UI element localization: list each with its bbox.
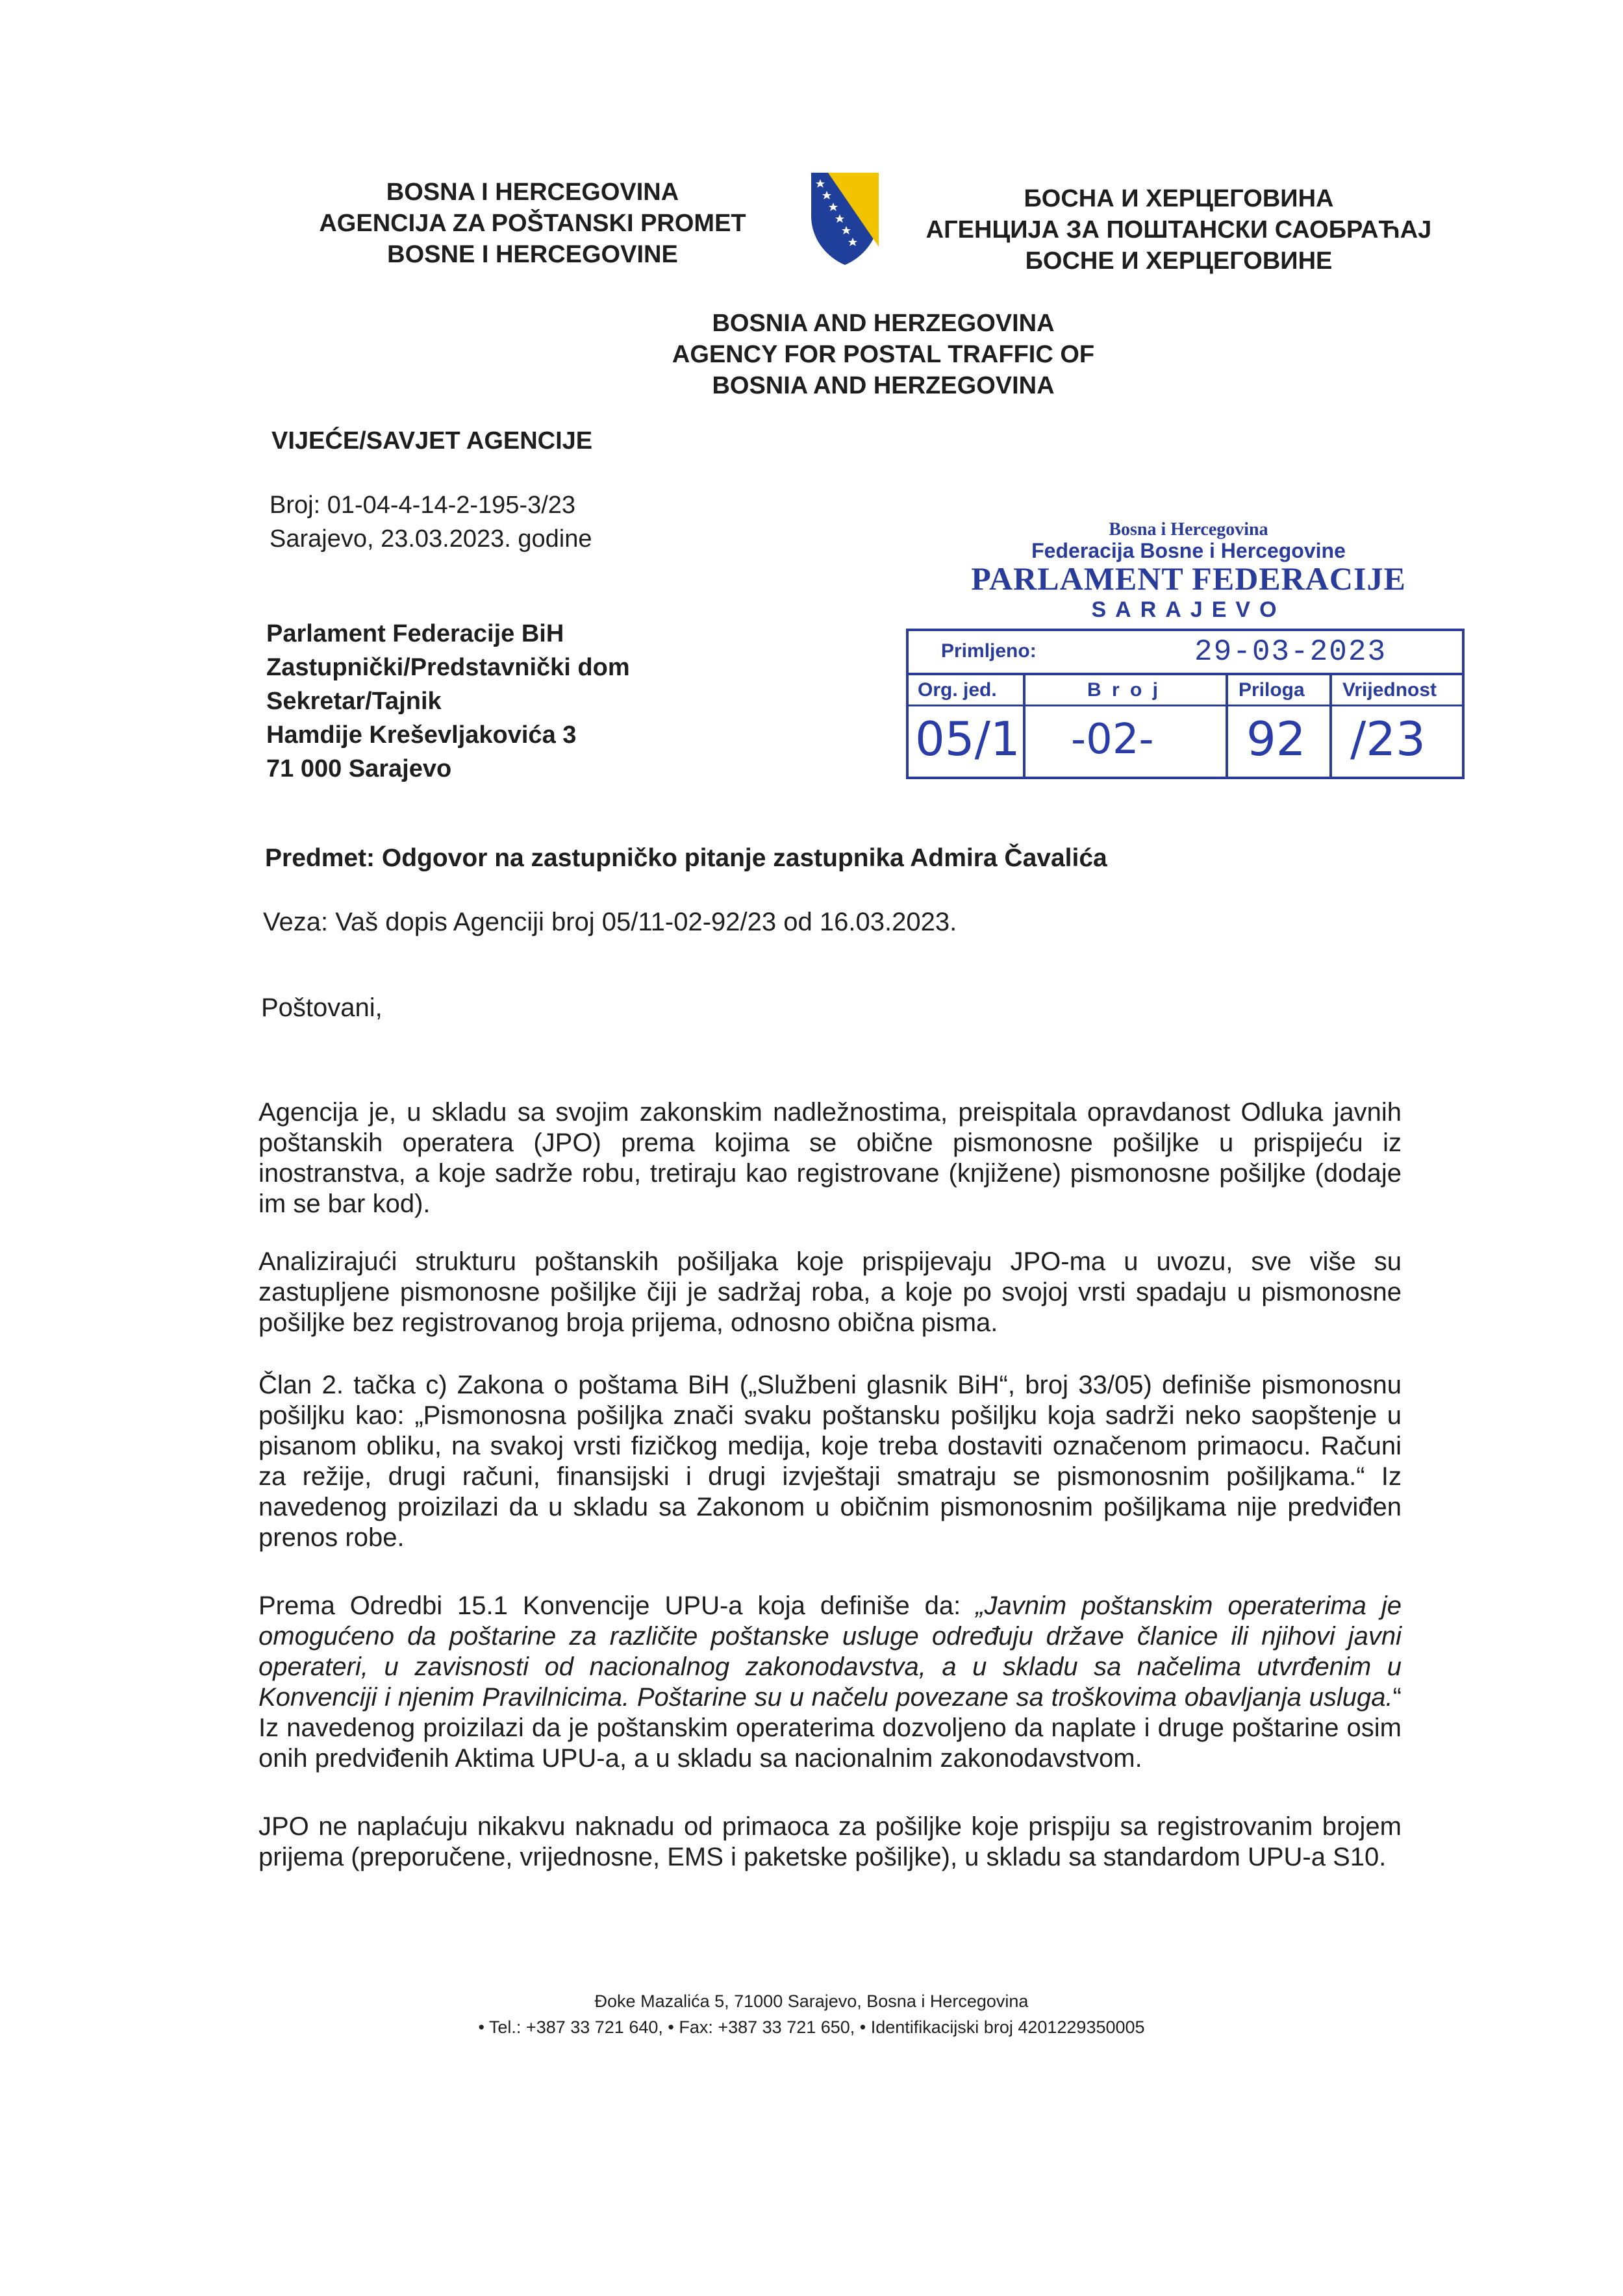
recipient-address [266,617,630,786]
stamp-value-org: 05/1 [915,712,1020,766]
stamp-col-priloga: Priloga [1239,679,1305,701]
stamp-col-org: Org. jed. [918,679,997,701]
letterhead-english-line: BOSNIA AND HERZEGOVINA [712,372,1055,399]
body-paragraph-quote: „Javnim poštanskim operaterima je omogućeno da poštarine za različite poštanske usluge određuju države članice ili njihovi javni operateri, u zavisnosti od nacionalnog zakonodavstva, a u skladu sa načelima utvrđenim u Konvenciji i njenim Pravilnicima. Poštarine su u načelu povezane sa troškovima obavljanja usluga. [258,1591,1402,1712]
letterhead-latin [286,177,779,270]
body-paragraph-intro: Prema Odredbi 15.1 Konvencije UPU-a koja definiše da: [258,1591,976,1620]
body-paragraph: Član 2. tačka c) Zakona o poštama BiH („Službeni glasnik BiH“, broj 33/05) definiše pismonosnu pošiljku kao: „Pismonosna pošiljka znači svaku poštansku pošiljku koja sadrži neko saopštenje u pisanom obliku, na svakoj vrsti fizičkog medija, koje treba dostaviti označenom primaocu. Računi za režije, drugi računi, finansijski i drugi izvještaji smatraju se pismonosnim pošiljkama.“ Iz navedenog proizilazi da u skladu sa Zakonom u običnim pismonosnim pošiljkama nije predviđen prenos robe. [258,1371,1402,1552]
letterhead-cyrillic-line: БОСНА И ХЕРЦЕГОВИНА [1024,185,1334,212]
letterhead-cyrillic-line: АГЕНЦИЈА ЗА ПОШТАНСКИ САОБРАЋАЈ [925,216,1432,243]
recipient-line: Zastupnički/Predstavnički dom [266,654,630,681]
stamp-divider [1226,675,1228,779]
letterhead-english-line: BOSNIA AND HERZEGOVINA [712,310,1055,337]
letterhead-latin-line: BOSNE I HERCEGOVINE [387,241,678,268]
letterhead-latin-line: AGENCIJA ZA POŠTANSKI PROMET [319,210,746,237]
stamp-value-priloga: 92 [1246,712,1306,766]
letterhead-english-line: AGENCY FOR POSTAL TRAFFIC OF [672,341,1095,368]
letterhead-english [623,308,1143,401]
stamp-value-broj: -02- [1071,716,1154,764]
stamp-value-vrijednost: /23 [1350,712,1426,766]
subject-line: Predmet: Odgovor na zastupničko pitanje zastupnika Admira Čavalića [265,844,1107,872]
stamp-country: Bosna i Hercegovina [1109,519,1268,540]
stamp-col-vrijednost: Vrijednost [1342,679,1437,701]
footer-address: Đoke Mazalića 5, 71000 Sarajevo, Bosna i Hercegovina [594,1991,1029,2011]
document-reference [270,488,592,556]
stamp-city: SARAJEVO [1091,597,1286,622]
recipient-line: Hamdije Kreševljakovića 3 [266,721,577,749]
stamp-col-broj: B r o j [1087,679,1161,701]
footer-contact: • Tel.: +387 33 721 640, • Fax: +387 33 721 650, • Identifikacijski broj 4201229350005 [478,2017,1145,2037]
body-paragraph-rest: “ Iz navedenog proizilazi da je poštanskim operaterima dozvoljeno da naplate i druge poštarine osim onih predviđenih Aktima UPU-a, a u skladu sa nacionalnim zakonodavstvom. [258,1683,1402,1773]
stamp-institution: PARLAMENT FEDERACIJE [971,560,1406,597]
stamp-received-row [909,631,1462,675]
recipient-line: 71 000 Sarajevo [266,755,452,782]
stamp-header-row [909,675,1462,706]
greeting: Poštovani, [261,993,383,1022]
reception-stamp [906,519,1471,792]
letterhead-cyrillic-line: БОСНЕ И ХЕРЦЕГОВИНЕ [1025,247,1333,275]
recipient-line: Parlament Federacije BiH [266,620,564,647]
stamp-divider [1329,675,1332,779]
council-heading: VIJEĆE/SAVJET AGENCIJE [271,427,593,455]
letterhead-cyrillic [900,183,1458,277]
body-paragraph: Agencija je, u skladu sa svojim zakonskim nadležnostima, preispitala opravdanost Odluka javnih poštanskih operatera (JPO) prema kojima se obične pismonosne pošiljke u prispijeću iz inostranstva, a koje sadrže robu, tretiraju kao registrovane (knjižene) pismonosne pošiljke (dodaje im se bar kod). [258,1098,1402,1218]
body-paragraph-upu [258,1591,1402,1774]
recipient-line: Sekretar/Tajnik [266,688,442,715]
reference-place-date: Sarajevo, 23.03.2023. godine [270,525,592,553]
body-paragraph: Analizirajući strukturu poštanskih pošiljaka koje prispijevaju JPO-ma u uvozu, sve više su zastupljene pismonosne pošiljke čiji je sadržaj roba, a koje po svojoj vrsti spadaju u pismonosne pošiljke bez registrovanog broja prijema, odnosno obična pisma. [258,1247,1402,1337]
page-footer [0,1988,1623,2040]
letterhead-latin-line: BOSNA I HERCEGOVINA [386,179,679,206]
reference-number: Broj: 01-04-4-14-2-195-3/23 [270,492,576,519]
stamp-received-date: 29-03-2023 [1194,635,1387,669]
body-paragraph: JPO ne naplaćuju nikakvu naknadu od primaoca za pošiljke koje prispiju sa registrovanim brojem prijema (preporučene, vrijednosne, EMS i paketske pošiljke), u skladu sa standardom UPU-a S10. [258,1812,1402,1871]
stamp-received-label: Primljeno: [941,640,1037,662]
stamp-table [906,629,1465,779]
bih-coat-of-arms-icon [809,170,881,268]
reference-letter: Veza: Vaš dopis Agenciji broj 05/11-02-92/23 od 16.03.2023. [263,908,957,936]
stamp-divider [1023,675,1025,779]
stamp-entity: Federacija Bosne i Hercegovine [1031,539,1346,562]
